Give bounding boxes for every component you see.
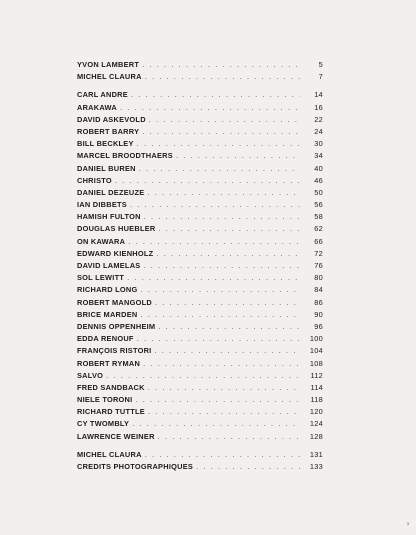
toc-entry-page-number: 66 — [314, 236, 323, 246]
dot-leader — [148, 383, 300, 392]
toc-entry — [77, 273, 323, 285]
dot-leader — [140, 310, 300, 319]
dot-leader — [145, 72, 300, 81]
toc-entry-name: BRICE MARDEN — [77, 309, 138, 319]
toc-entry-name: MARCEL BROODTHAERS — [77, 151, 173, 161]
toc-entry-name: EDWARD KIENHOLZ — [77, 248, 154, 258]
toc-entry-page-number: 86 — [314, 297, 323, 307]
toc-entry-page-number: 108 — [309, 358, 323, 368]
toc-entry-page-number: 30 — [314, 139, 323, 149]
toc-entry — [77, 383, 323, 395]
toc-entry-page-number: 112 — [310, 370, 323, 380]
toc-entry-page-number: 22 — [314, 114, 323, 124]
toc-group — [77, 450, 323, 474]
toc-entry — [77, 322, 323, 334]
toc-entry-page-number: 7 — [318, 72, 323, 82]
toc-entry — [77, 224, 323, 236]
dot-leader — [158, 432, 300, 441]
toc-entry — [77, 188, 323, 200]
toc-entry-page-number: 120 — [309, 407, 323, 417]
toc-entry-page-number: 128 — [309, 431, 323, 441]
dot-leader — [137, 139, 300, 148]
toc-entry-name: EDDA RENOUF — [77, 334, 134, 344]
toc-entry — [77, 115, 323, 127]
toc-entry — [77, 139, 323, 151]
dot-leader — [155, 298, 300, 307]
toc-entry-page-number: 96 — [314, 321, 323, 331]
toc-entry-name: ROBERT RYMAN — [77, 358, 141, 368]
dot-leader — [147, 188, 300, 197]
toc-entry-name: CHRISTO — [77, 175, 112, 185]
toc-entry — [77, 103, 323, 115]
toc-entry-page-number: 56 — [314, 200, 323, 210]
toc-entry-name: ROBERT BARRY — [77, 126, 140, 136]
toc-entry-page-number: 124 — [309, 419, 323, 429]
toc-entry — [77, 419, 323, 431]
toc-entry-page-number: 133 — [309, 462, 323, 471]
dot-leader — [196, 462, 300, 471]
toc-entry-page-number: 84 — [314, 285, 323, 295]
toc-entry — [77, 395, 323, 407]
toc-entry-name: DANIEL DEZEUZE — [77, 187, 145, 197]
toc-entry — [77, 90, 323, 102]
toc-entry-name: ROBERT MANGOLD — [77, 297, 152, 307]
toc-entry-name: FRANÇOIS RISTORI — [77, 346, 152, 356]
dot-leader — [156, 249, 300, 258]
dot-leader — [128, 237, 300, 246]
toc-entry-name: MICHEL CLAURA — [77, 72, 142, 82]
toc-entry — [77, 462, 323, 474]
toc-entry — [77, 249, 323, 261]
toc-entry — [77, 60, 323, 72]
dot-leader — [148, 407, 300, 416]
dot-leader — [137, 334, 300, 343]
toc-entry — [77, 261, 323, 273]
toc-entry — [77, 127, 323, 139]
toc-entry-page-number: 58 — [314, 212, 323, 222]
toc-entry-page-number: 100 — [309, 334, 323, 344]
toc-entry-name: DANIEL BUREN — [77, 163, 136, 173]
toc-entry-name: CY TWOMBLY — [77, 419, 130, 429]
dot-leader — [132, 419, 300, 428]
toc-entry-page-number: 104 — [309, 346, 323, 356]
dot-leader — [144, 212, 300, 221]
dot-leader — [142, 60, 300, 69]
toc-entry-page-number: 62 — [314, 224, 323, 234]
toc-group — [77, 90, 323, 443]
toc-entry-name: CREDITS PHOTOGRAPHIQUES — [77, 462, 194, 471]
toc-entry-name: RICHARD LONG — [77, 285, 138, 295]
dot-leader — [120, 103, 300, 112]
dot-leader — [176, 151, 300, 160]
toc-entry-page-number: 40 — [314, 163, 323, 173]
toc-entry-name: SALVO — [77, 370, 104, 380]
toc-entry-page-number: 14 — [314, 90, 323, 100]
dot-leader — [155, 346, 301, 355]
toc-entry-page-number: 80 — [314, 273, 323, 283]
dot-leader — [145, 450, 300, 459]
dot-leader — [140, 285, 300, 294]
toc-entry-name: DAVID ASKEVOLD — [77, 114, 146, 124]
toc-entry-page-number: 131 — [309, 449, 323, 459]
toc-entry — [77, 176, 323, 188]
toc-entry — [77, 151, 323, 163]
toc-group — [77, 60, 323, 84]
toc-entry-name: SOL LEWITT — [77, 273, 125, 283]
dot-leader — [158, 322, 300, 331]
dot-leader — [115, 176, 300, 185]
toc-entry-name: LAWRENCE WEINER — [77, 431, 155, 441]
toc-entry — [77, 346, 323, 358]
toc-entry-page-number: 72 — [314, 248, 323, 258]
toc-entry-name: ON KAWARA — [77, 236, 126, 246]
dot-leader — [131, 90, 300, 99]
toc-entry — [77, 212, 323, 224]
toc-entry — [77, 200, 323, 212]
toc-entry-page-number: 46 — [314, 175, 323, 185]
dot-leader — [149, 115, 300, 124]
toc-entry-page-number: 118 — [310, 395, 323, 405]
toc-entry-page-number: 114 — [310, 382, 323, 392]
dot-leader — [130, 200, 300, 209]
toc-entry-name: ARAKAWA — [77, 102, 117, 112]
toc-entry — [77, 298, 323, 310]
dot-leader — [142, 127, 300, 136]
toc-entry-name: NIELE TORONI — [77, 395, 133, 405]
toc-entry-name: HAMISH FULTON — [77, 212, 141, 222]
dot-leader — [106, 371, 300, 380]
toc-entry — [77, 310, 323, 322]
toc-entry — [77, 371, 323, 383]
dot-leader — [143, 359, 300, 368]
toc-entry-name: CARL ANDRE — [77, 90, 128, 100]
toc-entry — [77, 237, 323, 249]
toc-entry — [77, 72, 323, 84]
toc-entry — [77, 359, 323, 371]
toc-entry-name: IAN DIBBETS — [77, 200, 127, 210]
toc-entry-name: RICHARD TUTTLE — [77, 407, 145, 417]
toc-entry — [77, 450, 323, 462]
toc-entry-name: DAVID LAMELAS — [77, 261, 141, 270]
table-of-contents — [77, 60, 323, 474]
dot-leader — [127, 273, 300, 282]
toc-entry-name: DENNIS OPPENHEIM — [77, 321, 156, 331]
toc-entry-name: FRED SANDBACK — [77, 382, 145, 392]
toc-entry-page-number: 5 — [318, 60, 323, 69]
page-number: 3 — [406, 521, 409, 526]
toc-entry-name: YVON LAMBERT — [77, 60, 140, 69]
toc-entry — [77, 407, 323, 419]
toc-entry-page-number: 90 — [314, 309, 323, 319]
dot-leader — [158, 224, 300, 233]
toc-entry-page-number: 76 — [314, 261, 323, 270]
toc-entry-page-number: 34 — [314, 151, 323, 161]
toc-entry-name: DOUGLAS HUEBLER — [77, 224, 156, 234]
dot-leader — [135, 395, 300, 404]
toc-entry — [77, 334, 323, 346]
toc-entry-name: BILL BECKLEY — [77, 139, 134, 149]
dot-leader — [139, 164, 300, 173]
toc-entry — [77, 432, 323, 444]
toc-entry — [77, 164, 323, 176]
toc-entry-page-number: 24 — [314, 126, 323, 136]
toc-entry-page-number: 50 — [314, 187, 323, 197]
toc-entry — [77, 285, 323, 297]
dot-leader — [143, 261, 300, 270]
toc-entry-page-number: 16 — [314, 102, 323, 112]
toc-entry-name: MICHEL CLAURA — [77, 449, 142, 459]
